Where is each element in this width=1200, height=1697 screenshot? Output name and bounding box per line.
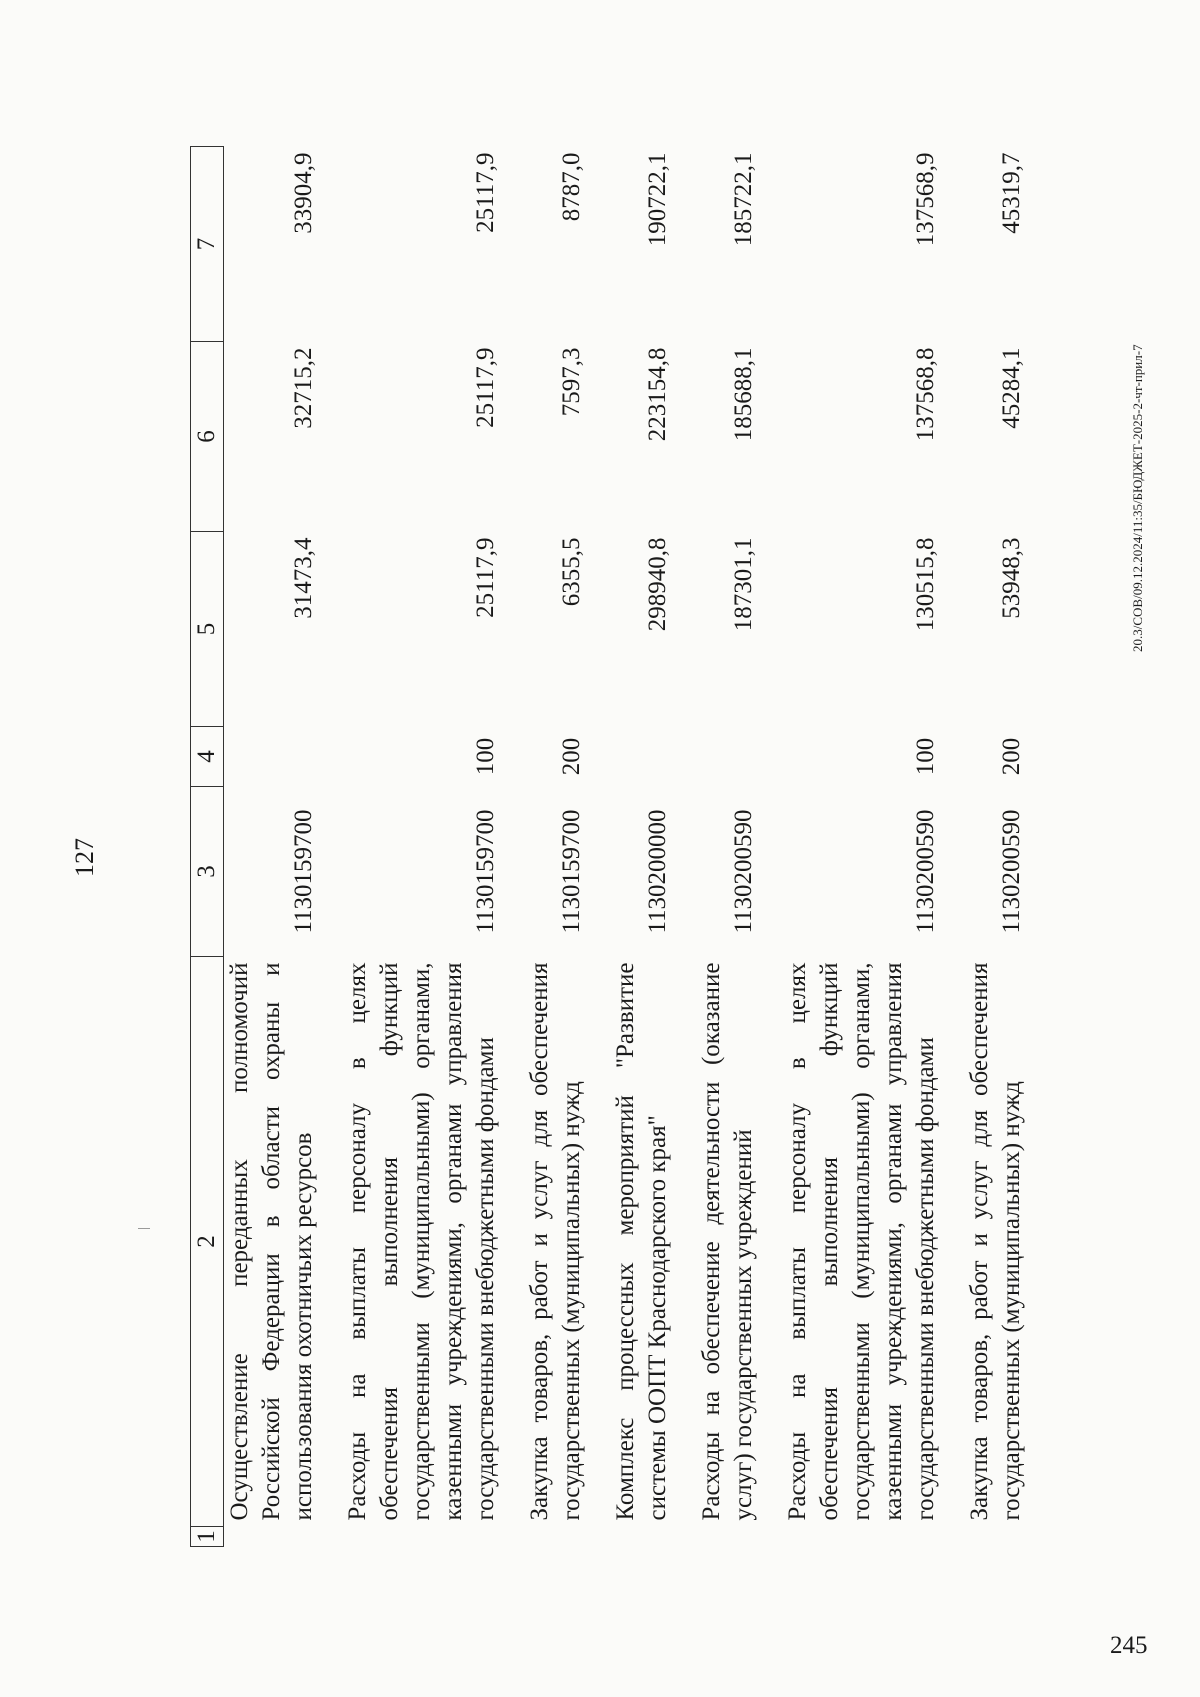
- row-description: Комплекс процессных мероприятий "Развитие системы ООПТ Краснодарского края": [612, 962, 671, 1521]
- amount-2027: 25117,9: [472, 152, 499, 233]
- amount-2026: 32715,2: [290, 347, 317, 429]
- amount-2027: 33904,9: [290, 152, 317, 234]
- expense-type: [224, 727, 321, 787]
- target-code: 1130200590: [912, 809, 939, 934]
- scan-mark: [138, 1228, 150, 1229]
- amount-2025: 130515,8: [912, 537, 939, 632]
- column-header: 1: [191, 1527, 224, 1547]
- target-code: 1130200000: [644, 809, 671, 934]
- page-number: 127: [70, 838, 99, 877]
- amount-2026: 185688,1: [730, 347, 757, 442]
- target-code: 1130159700: [558, 809, 585, 934]
- target-code: 1130200590: [998, 809, 1025, 934]
- column-header: 4: [191, 727, 224, 787]
- amount-2026: 45284,1: [998, 347, 1025, 429]
- amount-2025: 298940,8: [644, 537, 671, 632]
- amount-2027: 45319,7: [998, 152, 1025, 234]
- amount-2027: 190722,1: [644, 152, 671, 247]
- target-code: 1130159700: [472, 809, 499, 934]
- target-code: 1130159700: [290, 809, 317, 934]
- amount-2025: 6355,5: [558, 537, 585, 607]
- amount-2025: 187301,1: [730, 537, 757, 632]
- row-description: Закупка товаров, работ и услуг для обеспечения государственных (муниципальных) нужд: [966, 962, 1025, 1521]
- amount-2026: 7597,3: [558, 347, 585, 417]
- header-row: [191, 147, 224, 1547]
- expense-type: [610, 727, 674, 787]
- amount-2027: 137568,9: [912, 152, 939, 247]
- row-description: Расходы на обеспечение деятельности (оказание услуг) государственных учреждений: [698, 962, 757, 1521]
- expense-type: [696, 727, 760, 787]
- amount-2026: 137568,8: [912, 347, 939, 442]
- table-row: [782, 147, 942, 1547]
- expense-type: 200: [558, 737, 585, 776]
- amount-2027: 185722,1: [730, 152, 757, 247]
- amount-2026: 25117,9: [472, 347, 499, 428]
- row-description: Расходы на выплаты персоналу в целях обеспечения выполнения функций государственными (муниципальными) органами, казенными учреждениями, органами управления государственными внебюджетными фондами: [344, 962, 499, 1521]
- amount-2025: 25117,9: [472, 537, 499, 618]
- target-code: 1130200590: [730, 809, 757, 934]
- amount-2025: 31473,4: [290, 537, 317, 619]
- column-header: 6: [191, 342, 224, 532]
- amount-2027: 8787,0: [558, 152, 585, 222]
- amount-2026: 223154,8: [644, 347, 671, 442]
- table-row: [696, 147, 760, 1547]
- row-description: Закупка товаров, работ и услуг для обеспечения государственных (муниципальных) нужд: [526, 962, 585, 1521]
- column-header: 7: [191, 147, 224, 342]
- document-code: 20.3/СОВ/09.12.2024/11:35/БЮДЖЕТ-2025-2-чт-прил-7: [1130, 344, 1145, 652]
- table-row: [610, 147, 674, 1547]
- expense-type: 100: [912, 737, 939, 776]
- sheet-number: 245: [1110, 1632, 1148, 1659]
- expense-type: 100: [472, 737, 499, 776]
- expense-type: 200: [998, 737, 1025, 776]
- column-header: 5: [191, 532, 224, 727]
- table-row: [524, 147, 588, 1547]
- row-description: Расходы на выплаты персоналу в целях обеспечения выполнения функций государственными (муниципальными) органами, казенными учреждениями, органами управления государственными внебюджетными фондами: [784, 962, 939, 1521]
- column-header: 2: [191, 957, 224, 1527]
- budget-table: [190, 146, 1028, 1547]
- table-row: [224, 147, 321, 1547]
- row-description: Осуществление переданных полномочий Российской Федерации в области охраны и использования охотничьих ресурсов: [226, 962, 317, 1521]
- table-row: [342, 147, 502, 1547]
- column-header: 3: [191, 787, 224, 957]
- amount-2025: 53948,3: [998, 537, 1025, 619]
- table-row: [964, 147, 1028, 1547]
